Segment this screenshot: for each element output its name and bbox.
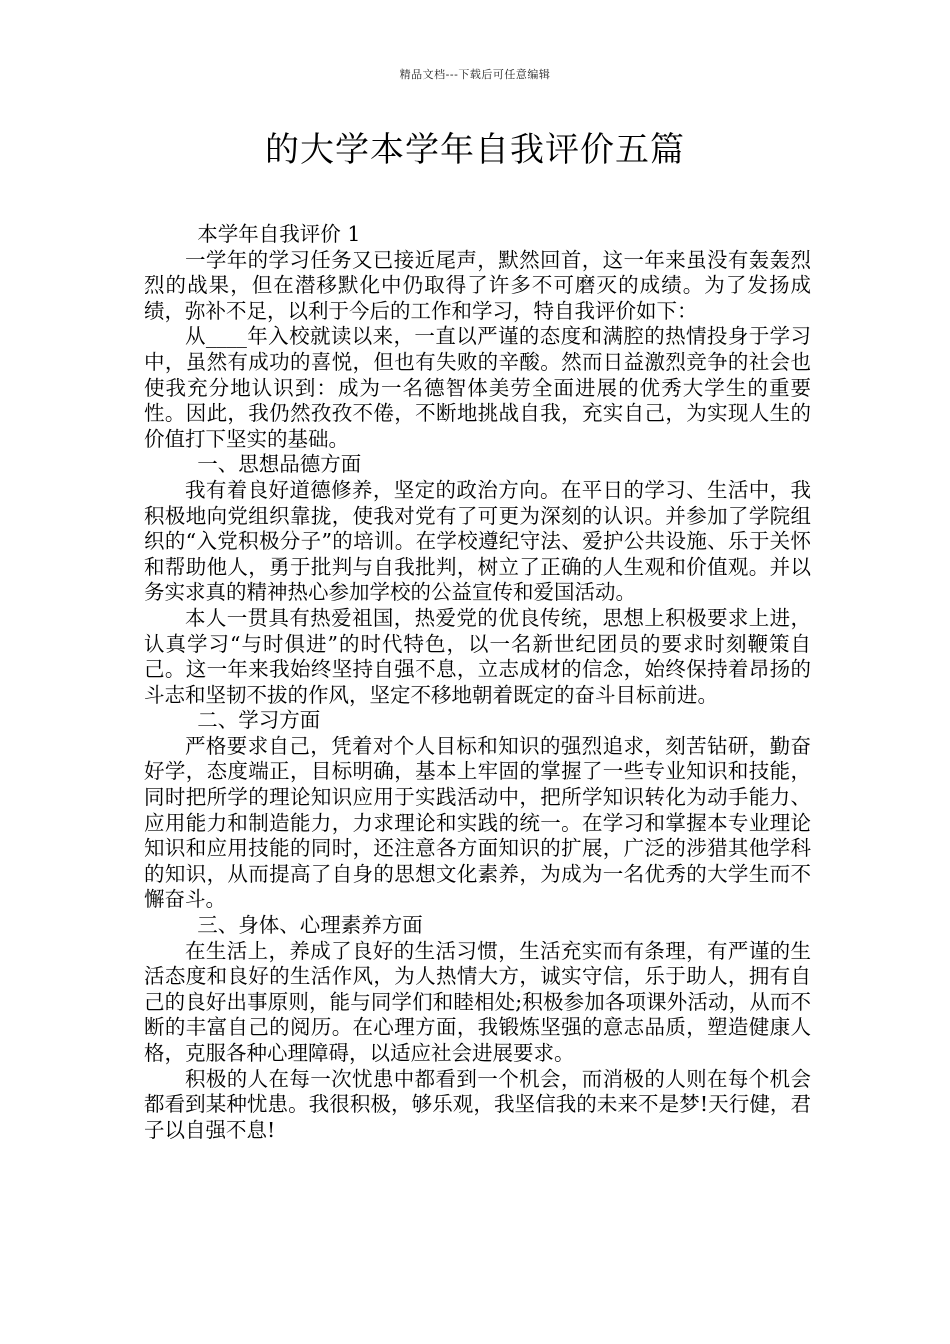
document-body [144, 222, 811, 1143]
body-paragraph: 一学年的学习任务又已接近尾声，默然回首，这一年来虽没有轰轰烈烈的战果，但在潜移默化中仍取得了许多不可磨灭的成绩。为了发扬成绩，弥补不足，以利于今后的工作和学习，特自我评价如下： [144, 247, 811, 323]
document-title: 的大学本学年自我评价五篇 [265, 130, 685, 170]
body-paragraph: 从____年入校就读以来，一直以严谨的态度和满腔的热情投身于学习中，虽然有成功的喜悦，但也有失败的辛酸。然而日益激烈竞争的社会也使我充分地认识到：成为一名德智体美劳全面进展的优秀大学生的重要性。因此，我仍然孜孜不倦，不断地挑战自我，充实自己，为实现人生的价值打下坚实的基础。 [144, 324, 811, 451]
page-header-note: 精品文档---下载后可任意编辑 [399, 68, 551, 81]
section-heading: 二、学习方面 [197, 708, 321, 733]
body-paragraph: 本人一贯具有热爱祖国，热爱党的优良传统，思想上积极要求上进，认真学习“与时俱进”的时代特色，以一名新世纪团员的要求时刻鞭策自己。这一年来我始终坚持自强不息，立志成材的信念，始终保持着昂扬的斗志和坚韧不拔的作风，坚定不移地朝着既定的奋斗目标前进。 [144, 605, 811, 707]
section-heading: 三、身体、心理素养方面 [197, 913, 423, 938]
section-heading: 本学年自我评价 1 [197, 222, 361, 246]
body-paragraph: 严格要求自己，凭着对个人目标和知识的强烈追求，刻苦钻研，勤奋好学，态度端正，目标明确，基本上牢固的掌握了一些专业知识和技能，同时把所学的理论知识应用于实践活动中，把所学知识转化为动手能力、应用能力和制造能力，力求理论和实践的统一。在学习和掌握本专业理论知识和应用技能的同时，还注意各方面知识的扩展，广泛的涉猎其他学科的知识，从而提高了自身的思想文化素养，为成为一名优秀的大学生而不懈奋斗。 [144, 733, 811, 912]
section-heading: 一、思想品德方面 [197, 452, 362, 477]
body-paragraph: 在生活上，养成了良好的生活习惯，生活充实而有条理，有严谨的生活态度和良好的生活作风，为人热情大方，诚实守信，乐于助人，拥有自己的良好出事原则，能与同学们和睦相处;积极参加各项课外活动，从而不断的丰富自己的阅历。在心理方面，我锻炼坚强的意志品质，塑造健康人格，克服各种心理障碍，以适应社会进展要求。 [144, 938, 811, 1065]
body-paragraph: 积极的人在每一次忧患中都看到一个机会，而消极的人则在每个机会都看到某种忧患。我很积极，够乐观，我坚信我的未来不是梦!天行健，君子以自强不息! [144, 1066, 811, 1142]
body-paragraph: 我有着良好道德修养，坚定的政治方向。在平日的学习、生活中，我积极地向党组织靠拢，使我对党有了可更为深刻的认识。并参加了学院组织的“入党积极分子”的培训。在学校遵纪守法、爱护公共设施、乐于关怀和帮助他人，勇于批判与自我批判，树立了正确的人生观和价值观。并以务实求真的精神热心参加学校的公益宣传和爱国活动。 [144, 477, 811, 605]
